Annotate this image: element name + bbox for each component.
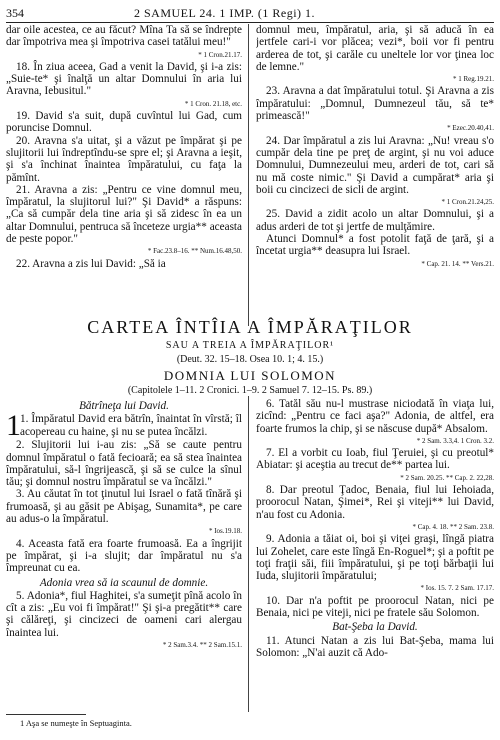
chapters-note: (Capitolele 1–11. 2 Cronici. 1–9. 2 Samuel 7. 12–15. Ps. 89.) [127, 385, 373, 396]
verse: 19. David s'a suit, după cuvîntul lui Gad, cum poruncise Domnul. [6, 110, 242, 135]
column-divider [248, 396, 249, 712]
chapter-start [6, 409, 242, 443]
footnote: 1 Aşa se numeşte în Septuaginta. [20, 718, 132, 728]
verse-text: dar oile acestea, ce au făcut? Mîna Ta să se îndrepte dar împotriva mea şi împotriva casei tatălui meu!" [6, 24, 242, 49]
cross-reference: * 1 Cron.21.24,25. [441, 198, 494, 207]
verse: 21. Aravna a zis: „Pentru ce vine domnul meu, împăratul, la slujitorul lui?" Şi David* a răspuns: „Ca să cumpăr dela tine aria şi să zidesc în ea un altar Domnului, pentruca să înceteze urgia** aceasta de peste popor." [6, 183, 242, 246]
cross-reference: * Ios. 15. 7. 2 Sam. 17.17. [420, 584, 494, 593]
top-left-column [6, 24, 242, 324]
verse: 11. Atunci Natan a zis lui Bat-Şeba, mama lui Solomon: „N'ai auzit că Ado- [256, 634, 494, 659]
book-title: CARTEA ÎNTÎIA A ÎMPĂRAŢILOR [87, 317, 413, 337]
cross-reference: * Cap. 21. 14. ** Vers.21. [421, 259, 494, 268]
verse: 5. Adonia*, fiul Haghitei, s'a sumeţit pînă acolo în cît a zis: „Eu voi fi împărat!" Şi şi-a pregătit** care şi călăreţi, şi cincizeci de oameni cari alergau înaintea lui. [6, 589, 242, 639]
verse: 6. Tatăl său nu-l mustrase niciodată în viaţa lui, zicînd: „Pentru ce faci aşa?" Adonia, de altfel, era foarte frumos la chip, şi se născuse după* Absalom. [256, 398, 494, 435]
column-divider [248, 24, 249, 326]
verse: 22. Aravna a zis lui David: „Să ia [16, 257, 166, 270]
book-references: (Deut. 32. 15–18. Osea 10. 1; 4. 15.) [176, 354, 324, 365]
footnote-rule [6, 714, 86, 715]
section-heading: Bătrîneţa lui David. [79, 400, 169, 412]
running-title: 2 SAMUEL 24. 1 IMP. (1 Regi) 1. [134, 6, 316, 20]
verse: 24. Dar împăratul a zis lui Aravna: „Nu! vreau s'o cumpăr dela tine pe preţ de argint, şi nu voi aduce Domnului, Dumnezeului meu, arderi de tot, cari să nu mă coste nimic." Şi David a cumpărat* aria şi boii cu cincizeci de sicli de argint. [256, 134, 494, 196]
cross-reference: * 2 Sam. 3.3,4. 1 Cron. 3.2. [416, 436, 494, 445]
bottom-left-column [6, 398, 242, 710]
cross-reference: * Ios.19.18. [208, 527, 242, 536]
verse: 2. Slujitorii lui i-au zis: „Să se caute pentru domnul împăratul o fată fecioară; ea să stea înaintea împăratului, să-l îngrijească, şi să se culce la sînul tău; şi domnul nostru împăratul se va încălzi." [6, 439, 242, 489]
bottom-right-column [256, 398, 494, 710]
cross-reference: * Fac.23.8–16. ** Num.16.48,50. [147, 247, 242, 256]
verse: Atunci Domnul* a fost potolit faţă de ţară, şi a încetat urgia** deasupra lui Israel. [256, 233, 494, 258]
verse: 8. Dar preotul Ţadoc, Benaia, fiul lui Iehoiada, proorocul Natan, Şimei*, Rei şi viteji** lui David, n'au fost cu Adonia. [256, 484, 494, 521]
verse: 23. Aravna a dat împăratului totul. Şi Aravna a zis împăratului: „Domnul, Dumnezeul tău, să te* primească!" [256, 85, 494, 123]
section-heading: Bat-Şeba la David. [332, 621, 418, 634]
chapter-number: 1 [6, 409, 21, 443]
verse: 7. El a vorbit cu Ioab, fiul Ţeruiei, şi cu preotul* Abiatar: şi aceştia au trecut de** partea lui. [256, 447, 494, 472]
verse: 1. Împăratul David era bătrîn, înaintat în vîrstă; îl acopereau cu haine, şi nu se putea încălzi. [20, 413, 242, 438]
cross-reference: * 1 Cron. 21.18, etc. [184, 99, 242, 108]
book-subtitle: SAU A TREIA A ÎMPĂRAŢILOR¹ [165, 340, 335, 351]
verse: 18. În ziua aceea, Gad a venit la David, şi i-a zis: „Suie-te* şi înalţă un altar Domnului în aria lui Aravna, Iebusitul." [6, 60, 242, 98]
reign-heading: DOMNIA LUI SOLOMON [163, 368, 337, 383]
verse: 3. Au căutat în tot ţinutul lui Israel o fată tînără şi frumoasă, şi au găsit pe Abişag, Sunamita*, pe care au adus-o la împăratul. [6, 488, 242, 526]
cross-reference: * 2 Sam. 20.25. ** Cap. 2. 22,28. [400, 473, 494, 482]
header-rule [6, 22, 494, 23]
verse: 25. David a zidit acolo un altar Domnului, şi a adus arderi de tot şi jertfe de mulţămire. [256, 208, 494, 233]
cross-reference: * Ezec.20.40,41. [447, 124, 494, 133]
page-header [6, 6, 494, 22]
cross-reference: * Cap. 4. 18. ** 2 Sam. 23.8. [412, 522, 494, 531]
verse: 10. Dar n'a poftit pe proorocul Natan, nici pe Benaia, nici pe viteji, nici pe fratele său Solomon. [256, 594, 494, 620]
verse: 9. Adonia a tăiat oi, boi şi viţei graşi, lîngă piatra lui Zohelet, care este lîngă En-Roguel*; şi a poftit pe toţi fraţii săi, fiii împăratului, şi pe toţi bărbaţii lui Iuda, slujitorii împăratului; [256, 533, 494, 583]
verse-text: domnul meu, împăratul, aria, şi să aducă în ea jertfele cari-i vor plăcea; vezi*, boii vor fi pentru arderea de tot, şi carăle cu uneltele lor vor ţinea loc de lemne." [256, 24, 494, 73]
top-right-column [256, 24, 494, 324]
cross-reference: * 1 Cron.21.17. [198, 50, 242, 59]
page-number: 354 [6, 6, 24, 20]
verse: 4. Aceasta fată era foarte frumoasă. Ea a îngrijit pe împărat, şi i-a slujit; dar împăratul nu s'a împreunat cu ea. [6, 537, 242, 575]
cross-reference: * 2 Sam.3.4. ** 2 Sam.15.1. [162, 641, 242, 650]
cross-reference: * 1 Reg.19.21. [452, 75, 494, 84]
verse: 20. Aravna s'a uitat, şi a văzut pe împărat şi pe slujitorii lui îndreptîndu-se spre el; şi Aravna a ieşit, şi s'a închinat înaintea împăratului, cu faţa la pămînt. [6, 134, 242, 184]
section-heading: Adonia vrea să ia scaunul de domnie. [39, 576, 209, 589]
